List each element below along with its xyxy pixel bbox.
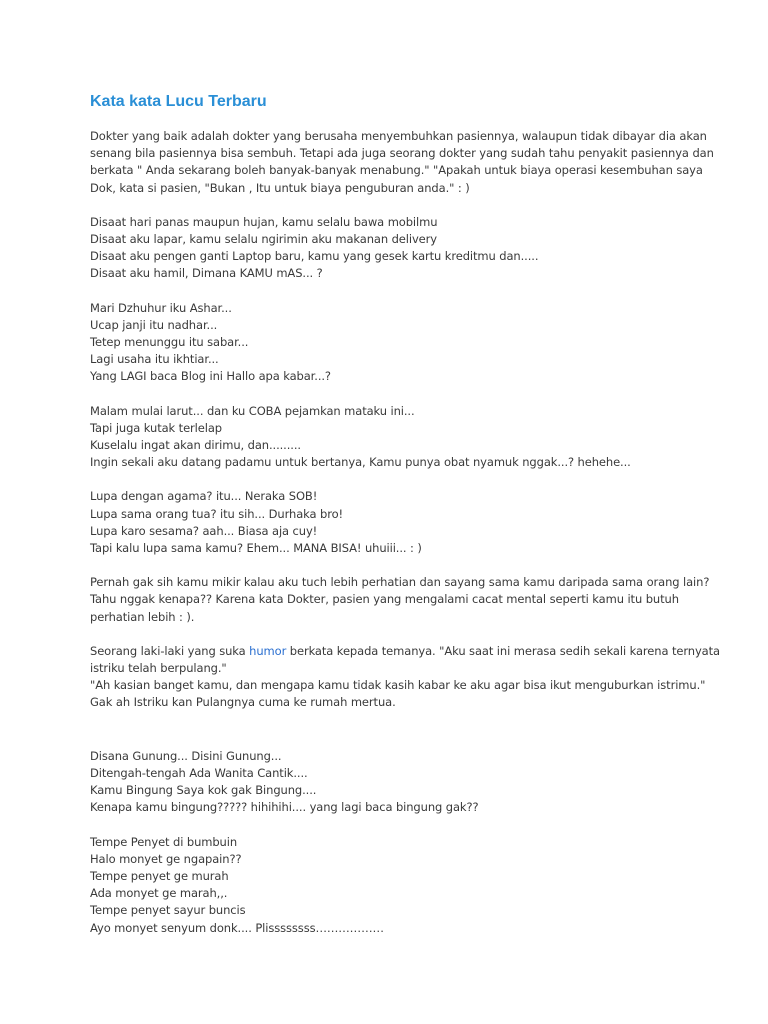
text-line: Ingin sekali aku datang padamu untuk bertanya, Kamu punya obat nyamuk nggak...? hehehe... [90,455,631,470]
paragraph-seorang [90,643,720,712]
text-fragment: berkata kepada temanya. "Aku saat ini merasa sedih sekali karena ternyata [286,643,720,658]
text-line: perhatian lebih : ). [90,609,195,624]
text-line: Halo monyet ge ngapain?? [90,851,242,866]
article [90,92,720,954]
text-line: Disaat aku hamil, Dimana KAMU mAS... ? [90,266,323,281]
text-line: Ada monyet ge marah,,. [90,886,228,901]
text-line: Tempe penyet ge murah [90,868,229,883]
text-line: Ayo monyet senyum donk.... Plissssssss……………… [90,920,384,935]
text-line: Tetep menunggu itu sabar... [90,335,249,350]
text-line: Gak ah Istriku kan Pulangnya cuma ke rumah mertua. [90,695,396,710]
paragraph-mari [90,300,690,386]
text-line: Kuselalu ingat akan dirimu, dan......... [90,438,301,453]
text-line: Ditengah-tengah Ada Wanita Cantik.... [90,765,308,780]
paragraph-pernah [90,574,710,626]
text-line: Disaat aku lapar, kamu selalu ngirimin aku makanan delivery [90,232,437,247]
text-line: Tahu nggak kenapa?? Karena kata Dokter, pasien yang mengalami cacat mental seperti kamu itu butuh [90,592,679,607]
text-line: berkata " Anda sekarang boleh banyak-banyak menabung." "Apakah untuk biaya operasi kesembuhan saya [90,163,703,178]
paragraph-disana [90,748,690,817]
text-line: Tapi kalu lupa sama kamu? Ehem... MANA BISA! uhuiii... : ) [90,541,422,556]
text-line: Kenapa kamu bingung????? hihihihi.... yang lagi baca bingung gak?? [90,800,479,815]
article-title: Kata kata Lucu Terbaru [90,93,267,110]
text-line: Dok, kata si pasien, "Bukan , Itu untuk biaya penguburan anda." : ) [90,180,470,195]
text-line: Disana Gunung... Disini Gunung... [90,748,282,763]
text-line: istriku telah berpulang." [90,661,227,676]
text-line: Pernah gak sih kamu mikir kalau aku tuch lebih perhatian dan sayang sama kamu daripada sama orang lain? [90,575,710,590]
text-line: Lupa sama orang tua? itu sih... Durhaka bro! [90,506,344,521]
paragraph-tempe [90,834,690,937]
text-line: Disaat hari panas maupun hujan, kamu selalu bawa mobilmu [90,214,438,229]
text-line [90,643,720,660]
text-line: Mari Dzhuhur iku Ashar... [90,300,232,315]
text-line: Ucap janji itu nadhar... [90,317,218,332]
text-line: Tempe Penyet di bumbuin [90,834,238,849]
text-line: Lupa dengan agama? itu... Neraka SOB! [90,489,318,504]
text-line: Tapi juga kutak terlelap [90,420,222,435]
paragraph-disaat [90,214,690,283]
text-line: Kamu Bingung Saya kok gak Bingung.... [90,783,317,798]
humor-link[interactable]: humor [249,643,287,658]
text-fragment: Seorang laki-laki yang suka [90,643,250,658]
paragraph-lupa [90,488,690,557]
text-line: Lagi usaha itu ikhtiar... [90,352,219,367]
text-line: Dokter yang baik adalah dokter yang berusaha menyembuhkan pasiennya, walaupun tidak dibayar dia akan [90,129,707,143]
text-line: "Ah kasian banget kamu, dan mengapa kamu tidak kasih kabar ke aku agar bisa ikut menguburkan istrimu." [90,678,706,693]
text-line: Malam mulai larut... dan ku COBA pejamkan mataku ini... [90,403,415,418]
text-line: Tempe penyet sayur buncis [90,903,246,918]
paragraph-malam [90,403,690,472]
text-line: Disaat aku pengen ganti Laptop baru, kamu yang gesek kartu kreditmu dan..... [90,249,539,264]
text-line: Lupa karo sesama? aah... Biasa aja cuy! [90,523,318,538]
text-line: senang bila pasiennya bisa sembuh. Tetapi ada juga seorang dokter yang sudah tahu penyakit pasiennya dan [90,146,714,161]
paragraph-dokter [90,128,714,197]
text-line: Yang LAGI baca Blog ini Hallo apa kabar...? [90,369,331,384]
